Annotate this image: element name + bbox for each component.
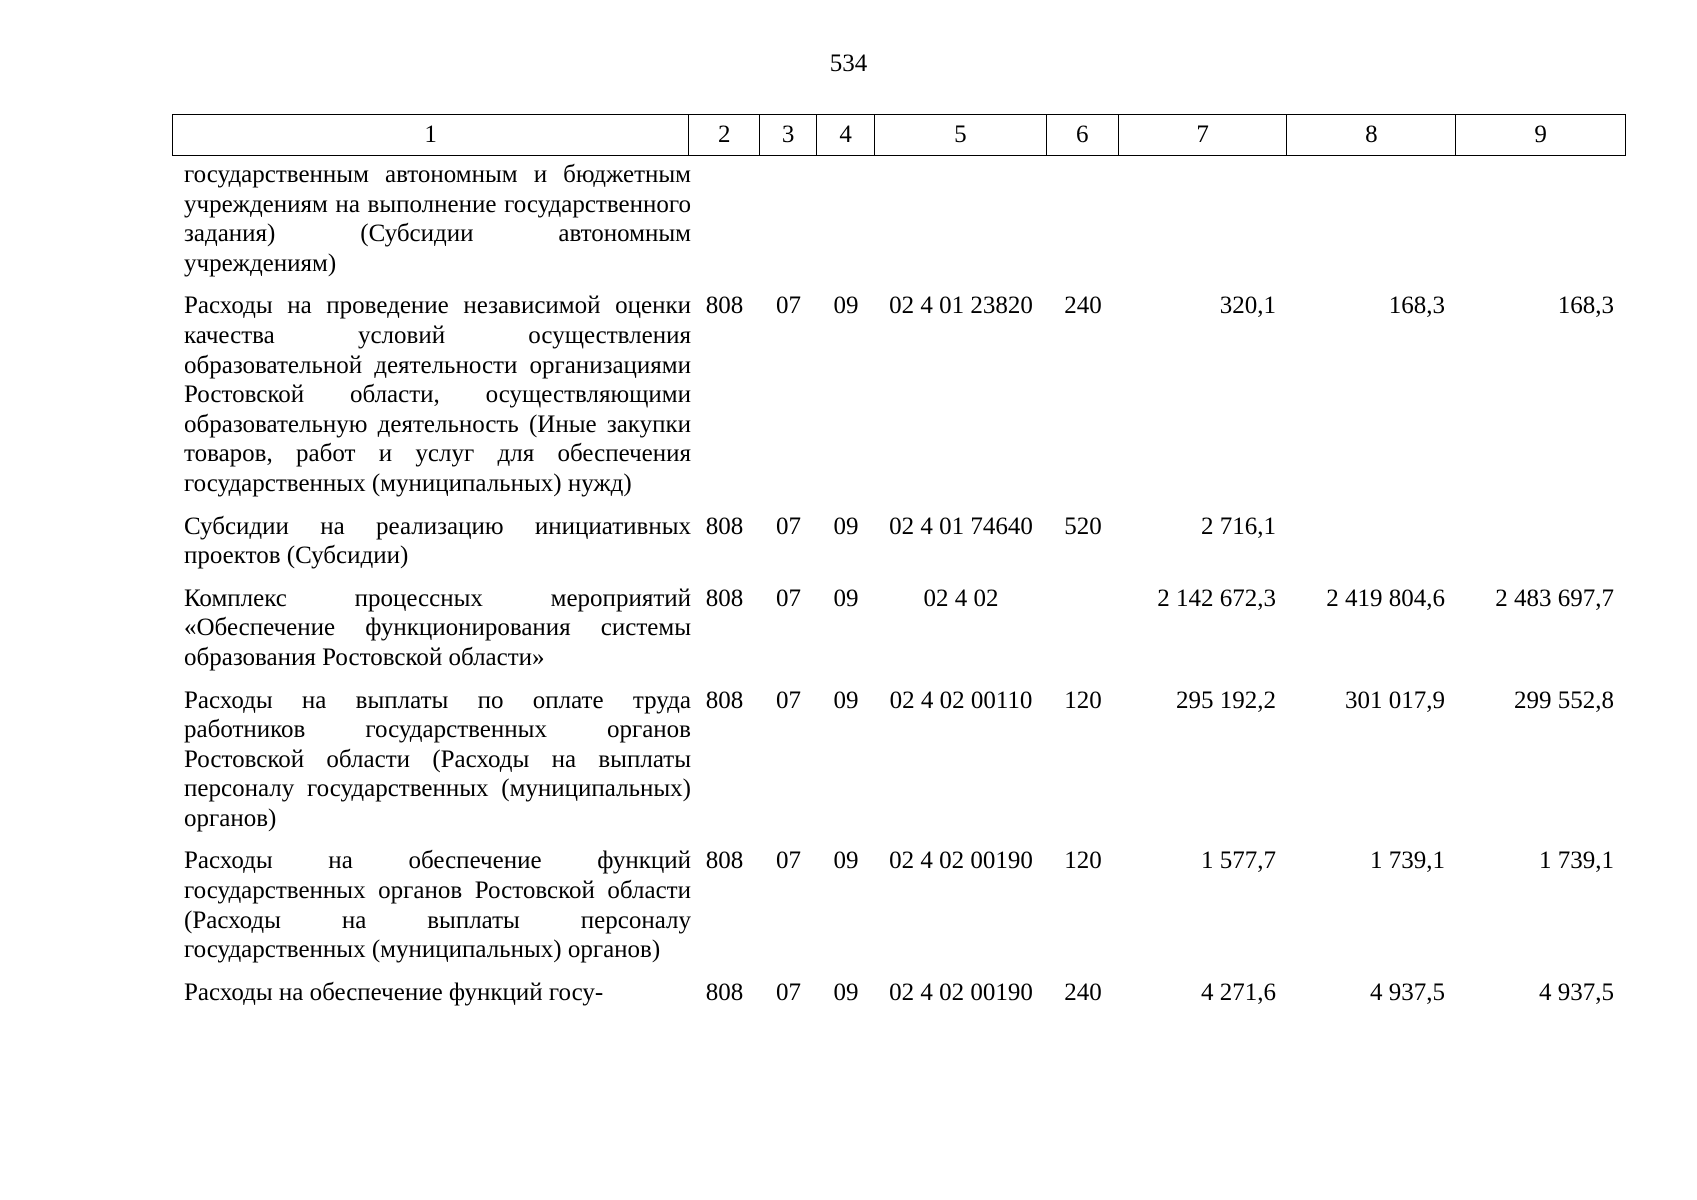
cell-vr: 520 <box>1064 512 1102 540</box>
table-row <box>172 291 1626 498</box>
cell-rz: 07 <box>776 847 801 875</box>
cell-pr: 09 <box>833 292 859 320</box>
cell-vr: 240 <box>1064 292 1102 320</box>
cell-amount-3: 1 739,1 <box>1539 847 1614 875</box>
row-description: Субсидии на реализацию инициативных проектов (Субсидии) <box>184 512 691 570</box>
cell-pr: 09 <box>833 686 859 714</box>
cell-gr: 808 <box>705 512 744 540</box>
cell-amount-1: 295 192,2 <box>1176 686 1276 714</box>
header-col-3: 3 <box>760 115 817 155</box>
header-col-4: 4 <box>817 115 875 155</box>
header-col-5: 5 <box>875 115 1047 155</box>
cell-rz: 07 <box>776 292 801 320</box>
table-row <box>172 686 1626 834</box>
table-row <box>172 160 1626 278</box>
table-body <box>172 160 1626 1007</box>
cell-amount-3: 2 483 697,7 <box>1495 584 1614 612</box>
cell-rz: 07 <box>776 686 801 714</box>
cell-amount-2: 2 419 804,6 <box>1326 584 1445 612</box>
cell-csr: 02 4 02 00190 <box>889 978 1033 1006</box>
cell-pr: 09 <box>833 512 859 540</box>
cell-amount-2: 4 937,5 <box>1370 978 1445 1006</box>
table-row <box>172 978 1626 1008</box>
header-col-2: 2 <box>689 115 760 155</box>
cell-pr: 09 <box>833 978 859 1006</box>
cell-amount-1: 1 577,7 <box>1201 847 1276 875</box>
cell-rz: 07 <box>776 978 801 1006</box>
table-header <box>172 114 1626 156</box>
row-description: Комплекс процессных мероприятий «Обеспечение функционирования системы образования Ростовской области» <box>184 584 691 671</box>
cell-rz: 07 <box>776 512 801 540</box>
row-description: Расходы на проведение независимой оценки качества условий осуществления образовательной деятельности организациями Ростовской области, осуществляющими образовательную деятельность (Иные закупки товаров, работ и услуг для обеспечения государственных (муниципальных) нужд) <box>184 292 691 497</box>
cell-gr: 808 <box>705 978 744 1006</box>
row-description: Расходы на обеспечение функций госу- <box>184 978 604 1006</box>
cell-gr: 808 <box>705 584 744 612</box>
cell-gr: 808 <box>705 847 744 875</box>
row-description: Расходы на выплаты по оплате труда работников государственных органов Ростовской области (Расходы на выплаты персоналу государственных (муниципальных) органов) <box>184 686 691 832</box>
header-col-8: 8 <box>1287 115 1456 155</box>
cell-amount-1: 2 142 672,3 <box>1157 584 1276 612</box>
cell-vr: 120 <box>1064 686 1102 714</box>
cell-gr: 808 <box>705 292 744 320</box>
cell-amount-3: 4 937,5 <box>1539 978 1614 1006</box>
cell-pr: 09 <box>833 847 859 875</box>
cell-vr: 240 <box>1064 978 1102 1006</box>
cell-rz: 07 <box>776 584 801 612</box>
row-description: государственным автономным и бюджетным учреждениям на выполнение государственного задания) (Субсидии автономным учреждениям) <box>184 161 691 277</box>
header-col-9: 9 <box>1534 121 1547 148</box>
cell-csr: 02 4 01 74640 <box>889 512 1033 540</box>
cell-csr: 02 4 02 00190 <box>889 847 1033 875</box>
table-row <box>172 584 1626 673</box>
cell-amount-2: 168,3 <box>1388 292 1445 320</box>
cell-amount-1: 320,1 <box>1219 292 1276 320</box>
cell-vr: 120 <box>1064 847 1102 875</box>
cell-amount-1: 4 271,6 <box>1201 978 1276 1006</box>
row-description: Расходы на обеспечение функций государственных органов Ростовской области (Расходы на выплаты персоналу государственных (муниципальных) органов) <box>184 847 691 964</box>
page-number: 534 <box>829 50 868 77</box>
table-row <box>172 512 1626 571</box>
cell-amount-3: 299 552,8 <box>1514 686 1614 714</box>
cell-csr: 02 4 02 <box>923 584 999 612</box>
cell-amount-3: 168,3 <box>1557 292 1614 320</box>
cell-amount-2: 1 739,1 <box>1370 847 1445 875</box>
cell-gr: 808 <box>705 686 744 714</box>
cell-amount-2: 301 017,9 <box>1345 686 1445 714</box>
header-col-7: 7 <box>1119 115 1288 155</box>
cell-csr: 02 4 01 23820 <box>889 292 1033 320</box>
cell-csr: 02 4 02 00110 <box>889 686 1033 714</box>
cell-amount-1: 2 716,1 <box>1201 512 1276 540</box>
header-col-1: 1 <box>173 115 689 155</box>
header-col-6: 6 <box>1047 115 1119 155</box>
table-row <box>172 846 1626 964</box>
cell-pr: 09 <box>833 584 859 612</box>
